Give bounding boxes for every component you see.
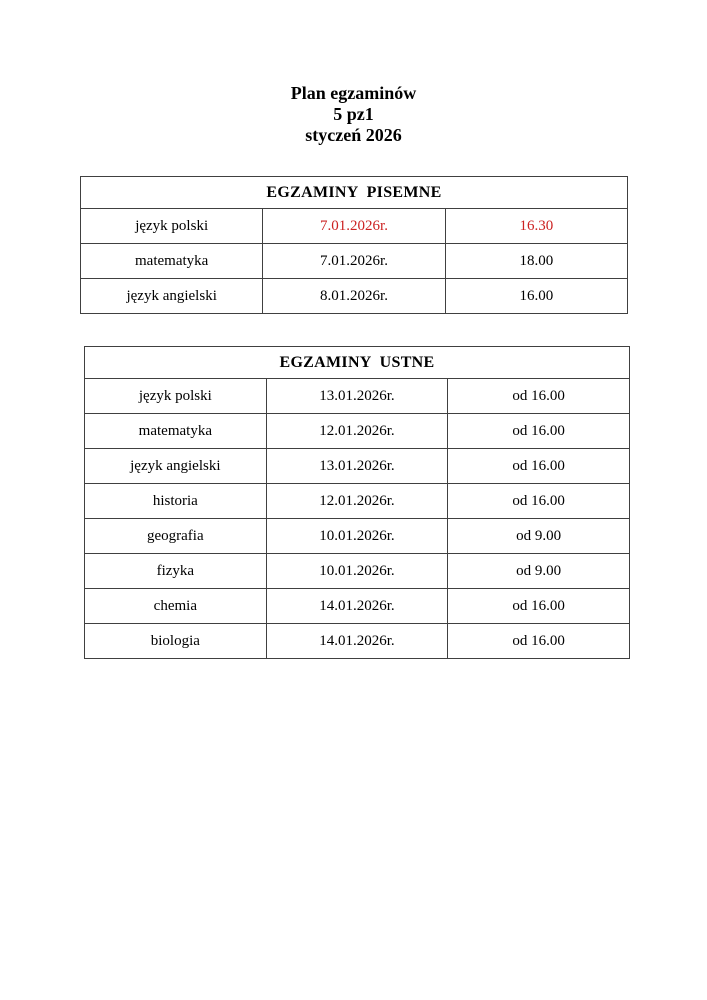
subject-cell: język polski bbox=[81, 209, 263, 244]
date-cell: 12.01.2026r. bbox=[266, 414, 448, 449]
time-cell: od 16.00 bbox=[448, 379, 630, 414]
date-cell: 14.01.2026r. bbox=[266, 624, 448, 659]
subject-cell: fizyka bbox=[85, 554, 267, 589]
oral-exams-header: EGZAMINY USTNE bbox=[85, 347, 630, 379]
subject-cell: język polski bbox=[85, 379, 267, 414]
date-cell: 8.01.2026r. bbox=[263, 279, 445, 314]
subject-cell: matematyka bbox=[85, 414, 267, 449]
table-row bbox=[85, 379, 630, 414]
table-row bbox=[81, 279, 628, 314]
subject-cell: historia bbox=[85, 484, 267, 519]
time-cell: od 16.00 bbox=[448, 449, 630, 484]
date-cell: 7.01.2026r. bbox=[263, 209, 445, 244]
subject-cell: matematyka bbox=[81, 244, 263, 279]
title-line-month: styczeń 2026 bbox=[305, 125, 402, 145]
table-row bbox=[85, 484, 630, 519]
time-cell: od 9.00 bbox=[448, 519, 630, 554]
date-cell: 10.01.2026r. bbox=[266, 554, 448, 589]
date-cell: 10.01.2026r. bbox=[266, 519, 448, 554]
time-cell: 18.00 bbox=[445, 244, 627, 279]
title-line-plan: Plan egzaminów bbox=[290, 83, 417, 103]
time-cell: od 9.00 bbox=[448, 554, 630, 589]
oral-exams-table bbox=[84, 346, 630, 659]
table-row bbox=[81, 244, 628, 279]
table-row bbox=[85, 414, 630, 449]
date-cell: 7.01.2026r. bbox=[263, 244, 445, 279]
subject-cell: język angielski bbox=[81, 279, 263, 314]
table-row bbox=[85, 554, 630, 589]
time-cell: 16.30 bbox=[445, 209, 627, 244]
date-cell: 13.01.2026r. bbox=[266, 379, 448, 414]
time-cell: od 16.00 bbox=[448, 589, 630, 624]
written-exams-table bbox=[80, 176, 628, 314]
date-cell: 12.01.2026r. bbox=[266, 484, 448, 519]
oral-exams-body bbox=[85, 379, 630, 659]
written-exams-body bbox=[81, 209, 628, 314]
date-cell: 14.01.2026r. bbox=[266, 589, 448, 624]
table-row bbox=[85, 449, 630, 484]
table-row bbox=[85, 624, 630, 659]
time-cell: od 16.00 bbox=[448, 414, 630, 449]
subject-cell: geografia bbox=[85, 519, 267, 554]
time-cell: 16.00 bbox=[445, 279, 627, 314]
written-exams-header: EGZAMINY PISEMNE bbox=[81, 177, 628, 209]
table-row bbox=[81, 209, 628, 244]
subject-cell: biologia bbox=[85, 624, 267, 659]
table-header-row bbox=[85, 347, 630, 379]
date-cell: 13.01.2026r. bbox=[266, 449, 448, 484]
title-line-class: 5 pz1 bbox=[333, 104, 374, 124]
subject-cell: język angielski bbox=[85, 449, 267, 484]
table-row bbox=[85, 519, 630, 554]
subject-cell: chemia bbox=[85, 589, 267, 624]
time-cell: od 16.00 bbox=[448, 624, 630, 659]
page-title bbox=[0, 83, 707, 146]
time-cell: od 16.00 bbox=[448, 484, 630, 519]
table-row bbox=[85, 589, 630, 624]
table-header-row bbox=[81, 177, 628, 209]
